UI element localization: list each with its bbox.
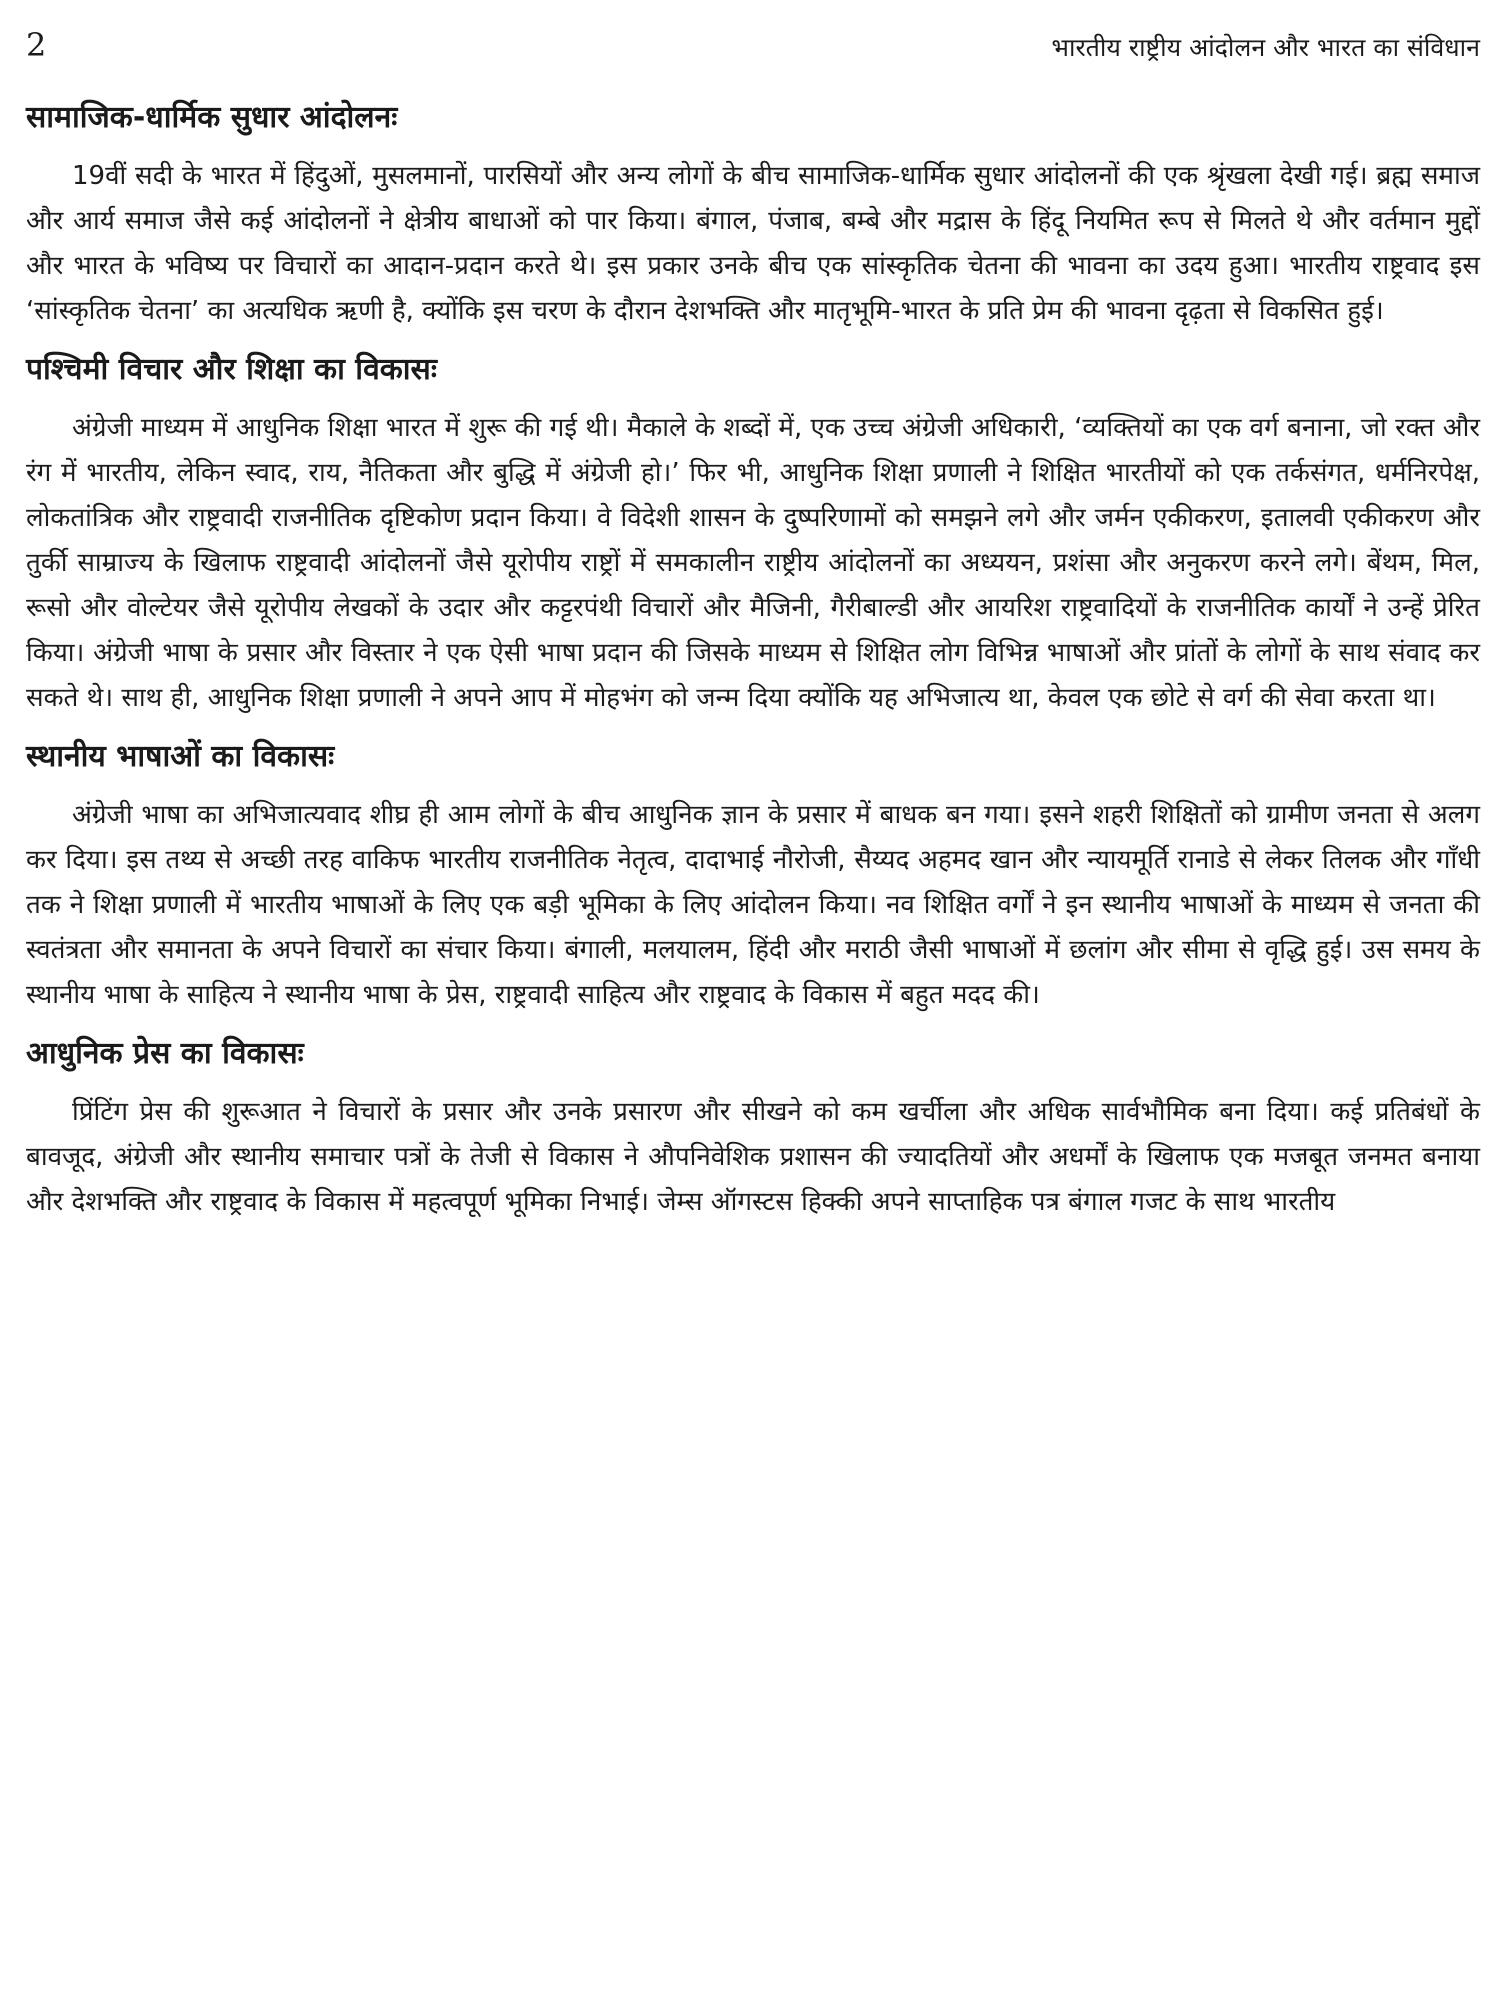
running-title: भारतीय राष्ट्रीय आंदोलन और भारत का संविधान xyxy=(1051,33,1480,62)
page-number: 2 xyxy=(26,26,47,64)
section-heading: पश्चिमी विचार और शिक्षा का विकासः xyxy=(26,352,437,387)
page-header xyxy=(26,26,1480,86)
section-social-religious-reform xyxy=(26,98,1480,334)
section-heading: आधुनिक प्रेस का विकासः xyxy=(26,1036,304,1071)
section-local-languages xyxy=(26,737,1480,1018)
section-paragraph: अंग्रेजी माध्यम में आधुनिक शिक्षा भारत में शुरू की गई थी। मैकाले के शब्दों में, एक उच्च अंग्रेजी अधिकारी, ‘व्यक्तियों का एक वर्ग बनाना, जो रक्त और रंग में भारतीय, लेकिन स्वाद, राय, नैतिकता और बुद्धि में अंग्रेजी हो।’ फिर भी, आधुनिक शिक्षा प्रणाली ने शिक्षित भारतीयों को एक तर्कसंगत, धर्मनिरपेक्ष, लोकतांत्रिक और राष्ट्रवादी राजनीतिक दृष्टिकोण प्रदान किया। वे विदेशी शासन के दुष्परिणामों को समझने लगे और जर्मन एकीकरण, इतालवी एकीकरण और तुर्की साम्राज्य के खिलाफ राष्ट्रवादी आंदोलनों जैसे यूरोपीय राष्ट्रों में समकालीन राष्ट्रीय आंदोलनों का अध्ययन, प्रशंसा और अनुकरण करने लगे। बेंथम, मिल, रूसो और वोल्टेयर जैसे यूरोपीय लेखकों के उदार और कट्टरपंथी विचारों और मैजिनी, गैरीबाल्डी और आयरिश राष्ट्रवादियों के राजनीतिक कार्यों ने उन्हें प्रेरित किया। अंग्रेजी भाषा के प्रसार और विस्तार ने एक ऐसी भाषा प्रदान की जिसके माध्यम से शिक्षित लोग विभिन्न भाषाओं और प्रांतों के लोगों के साथ संवाद कर सकते थे। साथ ही, आधुनिक शिक्षा प्रणाली ने अपने आप में मोहभंग को जन्म दिया क्योंकि यह अभिजात्य था, केवल एक छोटे से वर्ग की सेवा करता था। xyxy=(26,413,1480,713)
section-western-education xyxy=(26,350,1480,721)
section-modern-press xyxy=(26,1034,1480,1225)
section-heading: स्थानीय भाषाओं का विकासः xyxy=(26,739,335,774)
section-paragraph: प्रिंटिंग प्रेस की शुरूआत ने विचारों के प्रसार और उनके प्रसारण और सीखने को कम खर्चीला और अधिक सार्वभौमिक बना दिया। कई प्रतिबंधों के बावजूद, अंग्रेजी और स्थानीय समाचार पत्रों के तेजी से विकास ने औपनिवेशिक प्रशासन की ज्यादतियों और अधर्मों के खिलाफ एक मजबूत जनमत बनाया और देशभक्ति और राष्ट्रवाद के विकास में महत्वपूर्ण भूमिका निभाई। जेम्स ऑगस्टस हिक्की अपने साप्ताहिक पत्र बंगाल गजट के साथ भारतीय xyxy=(26,1097,1480,1217)
section-paragraph: अंग्रेजी भाषा का अभिजात्यवाद शीघ्र ही आम लोगों के बीच आधुनिक ज्ञान के प्रसार में बाधक बन गया। इसने शहरी शिक्षितों को ग्रामीण जनता से अलग कर दिया। इस तथ्य से अच्छी तरह वाकिफ भारतीय राजनीतिक नेतृत्व, दादाभाई नौरोजी, सैय्यद अहमद खान और न्यायमूर्ति रानाडे से लेकर तिलक और गाँधी तक ने शिक्षा प्रणाली में भारतीय भाषाओं के लिए एक बड़ी भूमिका के लिए आंदोलन किया। नव शिक्षित वर्गों ने इन स्थानीय भाषाओं के माध्यम से जनता की स्वतंत्रता और समानता के अपने विचारों का संचार किया। बंगाली, मलयालम, हिंदी और मराठी जैसी भाषाओं में छलांग और सीमा से वृद्धि हुई। उस समय के स्थानीय भाषा के साहित्य ने स्थानीय भाषा के प्रेस, राष्ट्रवादी साहित्य और राष्ट्रवाद के विकास में बहुत मदद की। xyxy=(26,800,1480,1010)
section-heading: सामाजिक-धार्मिक सुधार आंदोलनः xyxy=(26,100,398,135)
section-paragraph: 19वीं सदी के भारत में हिंदुओं, मुसलमानों, पारसियों और अन्य लोगों के बीच सामाजिक-धार्मिक सुधार आंदोलनों की एक श्रृंखला देखी गई। ब्रह्म समाज और आर्य समाज जैसे कई आंदोलनों ने क्षेत्रीय बाधाओं को पार किया। बंगाल, पंजाब, बम्बे और मद्रास के हिंदू नियमित रूप से मिलते थे और वर्तमान मुद्दों और भारत के भविष्य पर विचारों का आदान-प्रदान करते थे। इस प्रकार उनके बीच एक सांस्कृतिक चेतना की भावना का उदय हुआ। भारतीय राष्ट्रवाद इस ‘सांस्कृतिक चेतना’ का अत्यधिक ऋणी है, क्योंकि इस चरण के दौरान देशभक्ति और मातृभूमि-भारत के प्रति प्रेम की भावना दृढ़ता से विकसित हुई। xyxy=(26,161,1480,326)
